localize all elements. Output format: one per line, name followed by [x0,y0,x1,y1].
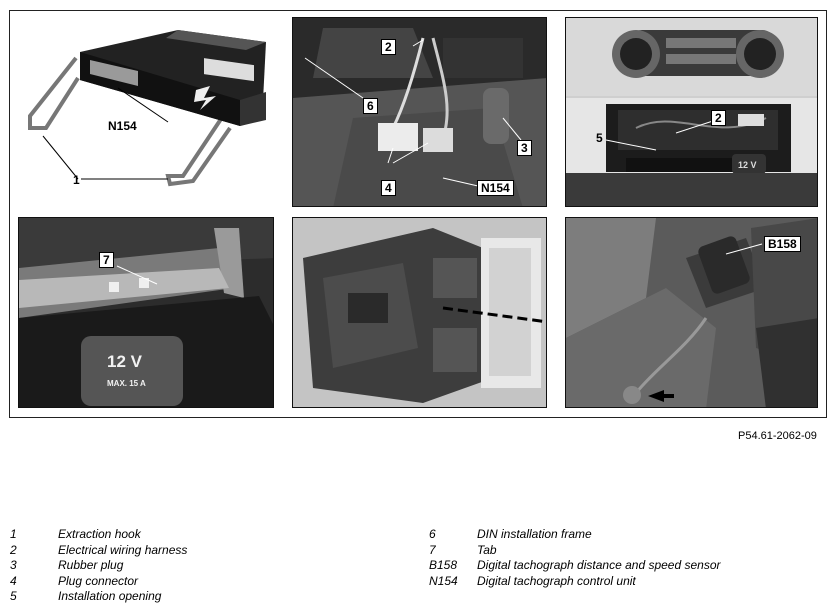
legend-num: 1 [10,527,17,541]
legend-item [10,574,310,590]
legend-right [429,527,829,589]
legend-item [10,558,310,574]
callout-2-console: 2 [711,110,726,126]
din-frame-panel [18,217,274,408]
din-frame-drawing [19,218,274,408]
harness-panel [292,17,547,207]
console-panel [565,17,818,207]
legend-desc: Digital tachograph control unit [477,573,636,588]
callout-b158: B158 [764,236,801,252]
legend-num: 5 [10,589,17,603]
legend-desc: Extraction hook [58,527,141,541]
callout-n154: N154 [108,119,137,133]
legend-desc: Electrical wiring harness [58,542,188,557]
console-socket-label: 12 V [738,160,757,170]
legend-desc: Installation opening [58,589,162,603]
figure-id: P54.61-2062-09 [738,430,817,442]
legend-num: 3 [10,558,17,572]
din-socket-sublabel: MAX. 15 A [107,379,146,388]
sensor-panel [565,217,818,408]
legend-desc: DIN installation frame [477,527,592,541]
legend-item [429,543,829,559]
legend-desc: Digital tachograph distance and speed sensor [477,558,721,572]
callout-1: 1 [73,173,80,187]
underbody-drawing [293,218,547,408]
legend-num: 2 [10,542,17,557]
legend-desc: Rubber plug [58,558,124,572]
legend-num: N154 [429,573,458,588]
callout-5: 5 [596,131,603,145]
callout-3: 3 [517,140,532,156]
callout-2: 2 [381,39,396,55]
legend-item [10,589,310,605]
din-socket-label: 12 V [107,352,142,371]
callout-6: 6 [363,98,378,114]
callout-4: 4 [381,180,396,196]
callout-7: 7 [99,252,114,268]
harness-drawing [293,18,547,207]
legend-num: 6 [429,527,436,541]
legend-desc: Plug connector [58,573,139,588]
legend-num: 4 [10,573,17,588]
callout-n154-harness: N154 [477,180,514,196]
underbody-panel [292,217,547,408]
legend-item [429,574,829,590]
control-unit-drawing [18,16,274,209]
legend-left [10,527,310,605]
legend-item [10,527,310,543]
legend-num: 7 [429,542,436,557]
console-drawing [566,18,818,207]
legend-item [429,527,829,543]
legend-item [429,558,829,574]
legend-num: B158 [429,558,458,572]
control-unit-panel [18,16,274,209]
legend-desc: Tab [477,542,497,557]
legend-item [10,543,310,559]
